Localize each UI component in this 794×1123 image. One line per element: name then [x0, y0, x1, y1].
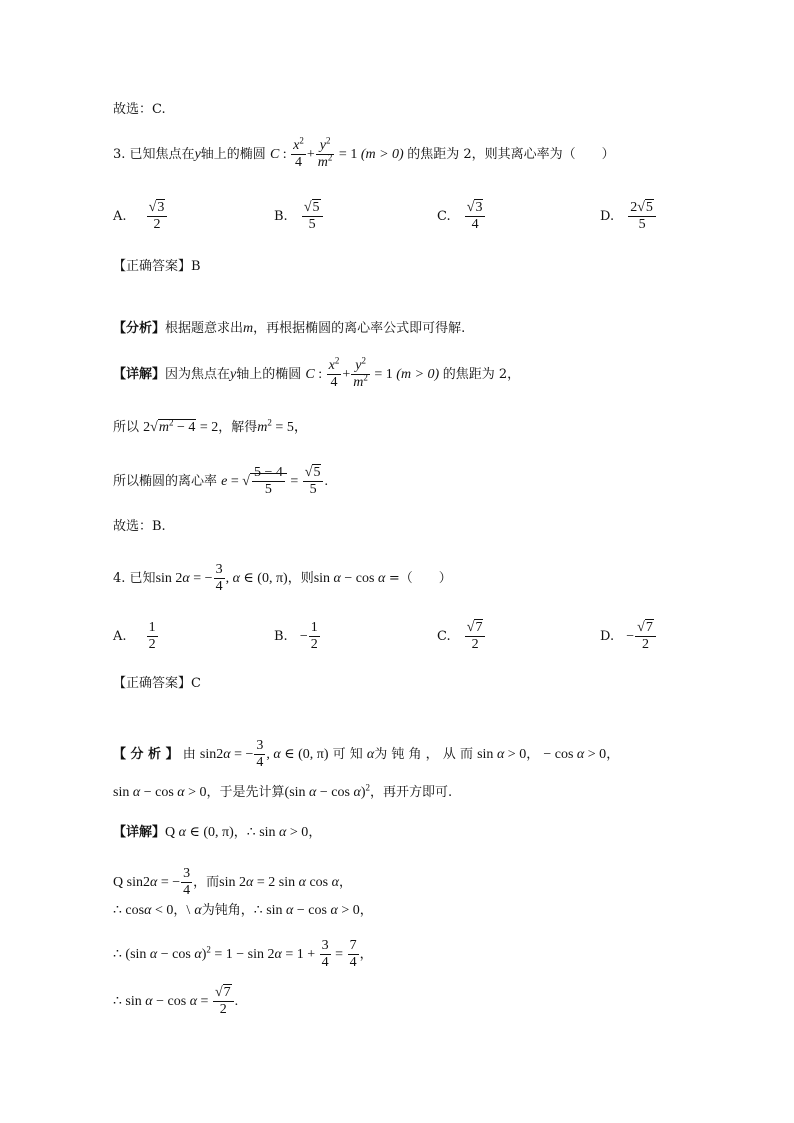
q3-option-c: C. $\frac{√3}{4}$ — [437, 200, 486, 233]
q3-answer: 【正确答案】B — [113, 259, 201, 274]
q3-eccentricity-line: 所以椭圆的离心率 e = √ $\frac{5 - 4}{5}$ = $\frac{√5}{5}$ . — [113, 465, 328, 498]
q3-so-line: 所以 $2√m^2 - 4 = 2$，解得$m^2 = 5$， — [113, 417, 308, 435]
q3-detail: 【详解】因为焦点在y轴上的椭圆 C : $\frac{x^2}{4}$ + $\frac{y^2}{m^2}$ = 1 (m > 0) 的焦距为 2， — [113, 355, 521, 391]
q4-option-d: D. − $\frac{√7}{2}$ — [600, 620, 657, 653]
q3-text-pre: 已知焦点在 — [129, 146, 195, 162]
q4-detail-line-5: ∴ sin α − cos α = $\frac{√7}{2}$ . — [113, 985, 239, 1018]
choose-c-text: 故选：C. — [113, 102, 166, 117]
q4-analysis-line-2: sin α − cos α > 0，于是先计算(sin α − cos α)$^2$，再开方即可. — [113, 782, 453, 800]
q3-detail-equation: C : $\frac{x^2}{4}$ + $\frac{y^2}{m^2}$ = 1 (m > 0) — [305, 355, 440, 391]
q3-text-post: 的焦距为 2，则其离心率为（ ） — [407, 146, 615, 162]
question-3-stem — [113, 135, 615, 171]
question-4-stem: 4. 已知sin 2α = − $\frac{3}{4}$ , α ∈ (0, π)，则sin α − cos α =（ ） — [113, 562, 452, 595]
q3-choose: 故选：B. — [113, 519, 166, 534]
q4-analysis: 【 分 析 】 由 sin2α = − $\frac{3}{4}$ , α ∈ (0, π) 可 知 α为 钝 角 ， 从 而 sin α > 0， − cos α > 0， — [113, 738, 620, 771]
q4-option-b: B. − $\frac{1}{2}$ — [274, 620, 318, 653]
q4-detail-line-1: 【详解】Q α ∈ (0, π)，∴ sin α > 0， — [113, 825, 322, 840]
q4-detail-line-4: ∴ (sin α − cos α)$^2$ = 1 − sin 2α = 1 + $\frac{3}{4}$ = $\frac{7}{4}$ ， — [113, 938, 373, 971]
q3-option-b: B. $\frac{√5}{5}$ — [274, 200, 324, 233]
q3-text-mid: 轴上的椭圆 — [200, 146, 266, 162]
q3-number: 3. — [113, 146, 126, 162]
q3-option-a: A. $\frac{√3}{2}$ — [113, 200, 168, 233]
q4-detail-line-3: ∴ cosα < 0，\ α为钝角，∴ sin α − cos α > 0， — [113, 903, 373, 918]
q3-ellipse-equation: C : $\frac{x^2}{4}$ + $\frac{y^2}{m^2}$ = 1 (m > 0) — [269, 135, 404, 171]
q4-detail-line-2: Q sin2α = − $\frac{3}{4}$ ，而sin 2α = 2 sin α cos α， — [113, 866, 352, 899]
q3-axis-var: y — [194, 146, 201, 162]
q4-answer: 【正确答案】C — [113, 676, 201, 691]
prev-answer-line — [113, 103, 166, 116]
q3-analysis: 【分析】根据题意求出m，再根据椭圆的离心率公式即可得解. — [113, 321, 466, 336]
q4-option-c: C. $\frac{√7}{2}$ — [437, 620, 486, 653]
q4-option-a: A. $\frac{1}{2}$ — [113, 620, 156, 653]
q3-option-d: D. $\frac{2√5}{5}$ — [600, 200, 657, 233]
